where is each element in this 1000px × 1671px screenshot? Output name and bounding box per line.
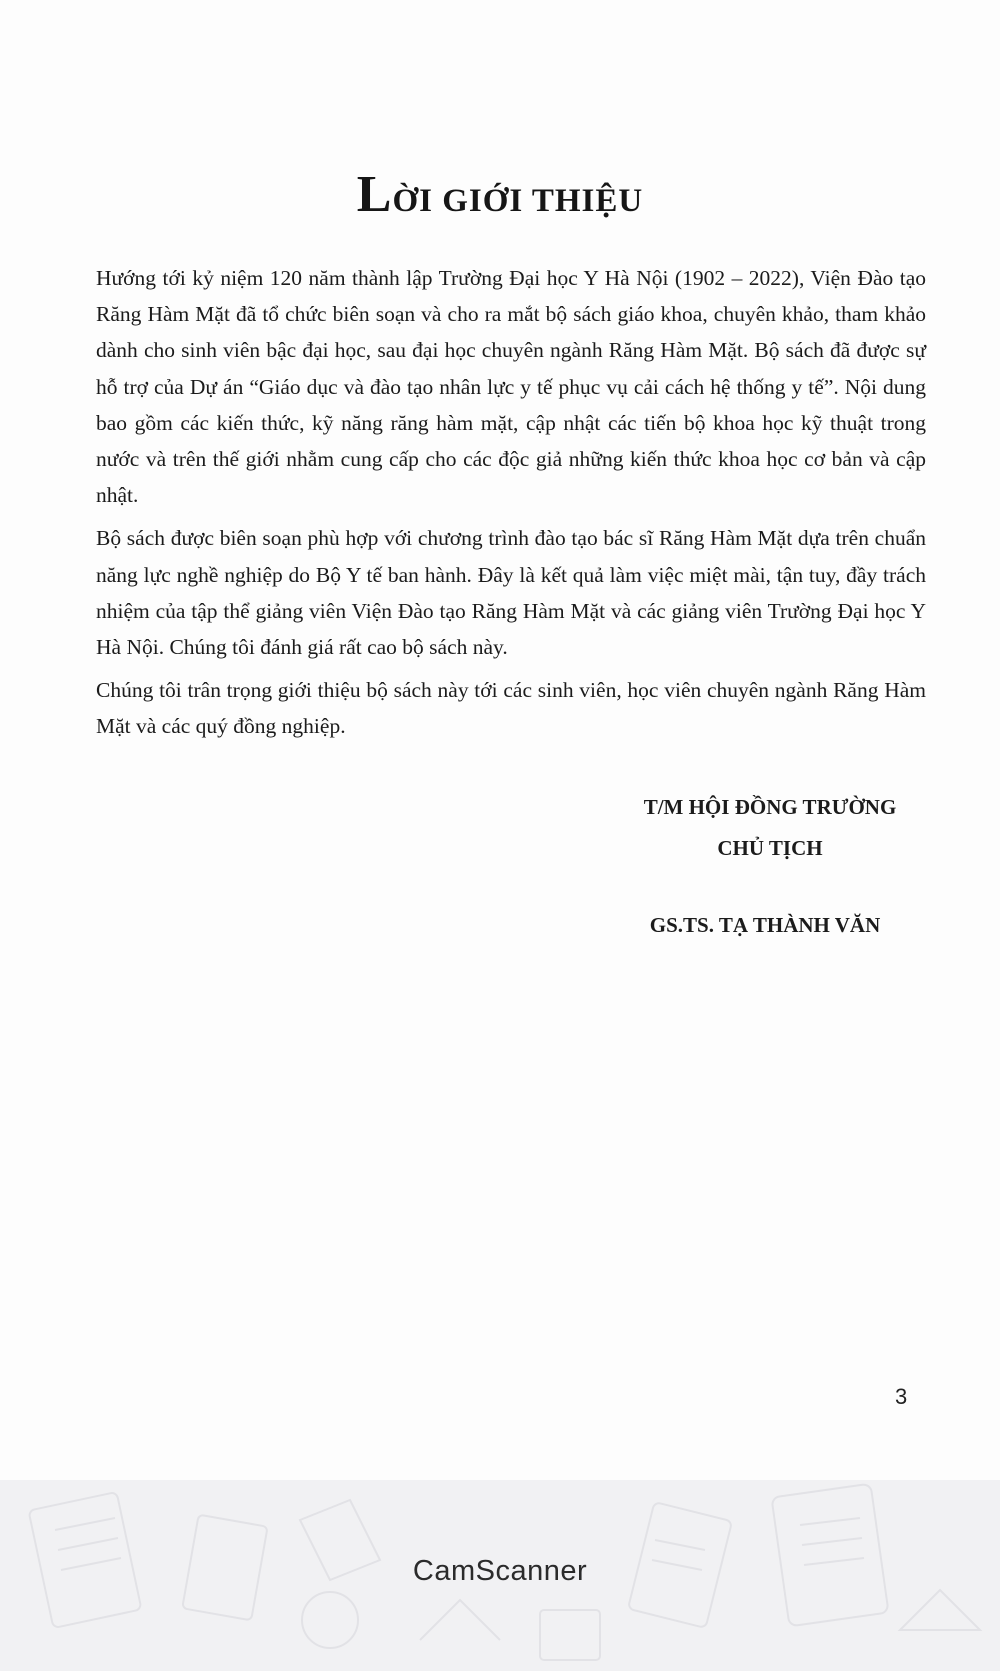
paragraph-1: Hướng tới kỷ niệm 120 năm thành lập Trường Đại học Y Hà Nội (1902 – 2022), Viện Đào tạo Răng Hàm Mặt đã tổ chức biên soạn và cho ra mắt bộ sách giáo khoa, chuyên khảo, tham khảo dành cho sinh viên bậc đại học, sau đại học chuyên ngành Răng Hàm Mặt. Bộ sách đã được sự hỗ trợ của Dự án “Giáo dục và đào tạo nhân lực y tế phục vụ cải cách hệ thống y tế”. Nội dung bao gồm các kiến thức, kỹ năng răng hàm mặt, cập nhật các tiến bộ khoa học kỹ thuật trong nước và trên thế giới nhằm cung cấp cho các độc giả những kiến thức khoa học cơ bản và cập nhật. xyxy=(96,266,926,508)
title-initial: L xyxy=(356,166,393,223)
paragraph-2: Bộ sách được biên soạn phù hợp với chương trình đào tạo bác sĩ Răng Hàm Mặt dựa trên chuẩn năng lực nghề nghiệp do Bộ Y tế ban hành. Đây là kết quả làm việc miệt mài, tận tuy, đầy trách nhiệm của tập thể giảng viên Viện Đào tạo Răng Hàm Mặt và các giảng viên Trường Đại học Y Hà Nội. Chúng tôi đánh giá rất cao bộ sách này. xyxy=(96,526,926,660)
body-text xyxy=(96,260,926,752)
signature-name: GS.TS. TẠ THÀNH VĂN xyxy=(649,913,881,937)
page-number: 3 xyxy=(895,1384,908,1409)
title-rest: ỜI GIỚI THIỆU xyxy=(392,183,644,219)
page-title xyxy=(0,165,1000,224)
scanner-footer xyxy=(0,1480,1000,1671)
camscanner-brand: CamScanner xyxy=(412,1555,588,1587)
signature-title: CHỦ TỊCH xyxy=(717,836,823,860)
signature-role: T/M HỘI ĐỒNG TRƯỜNG xyxy=(643,795,897,819)
paragraph-3: Chúng tôi trân trọng giới thiệu bộ sách này tới các sinh viên, học viên chuyên ngành Răng Hàm Mặt và các quý đồng nghiệp. xyxy=(96,678,926,739)
